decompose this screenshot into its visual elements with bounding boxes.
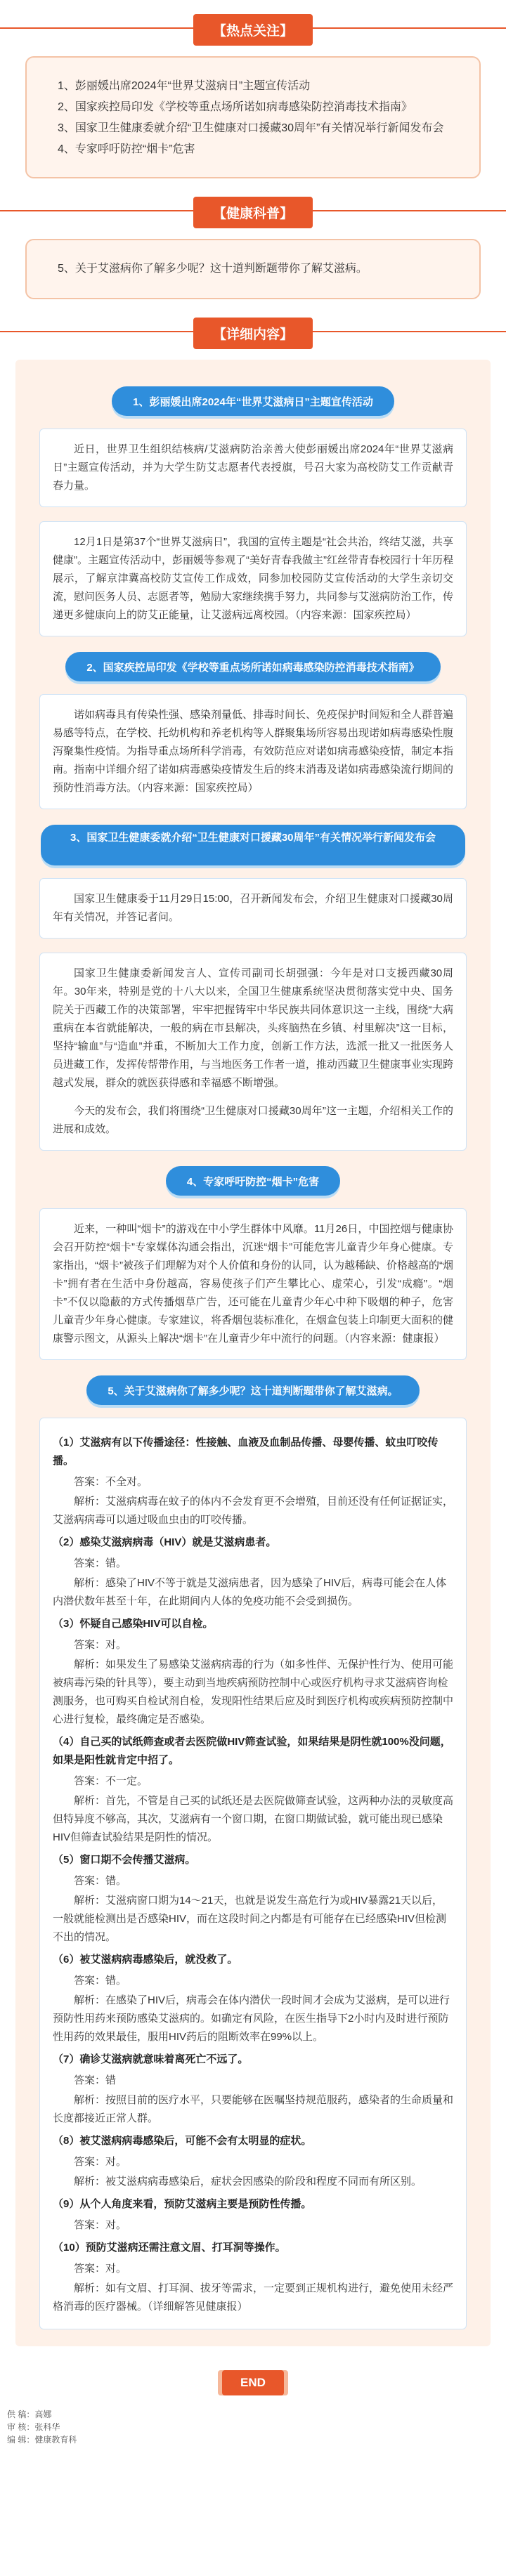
article-4-header <box>15 1166 491 1196</box>
article-2-body <box>39 694 467 809</box>
hot-item-3: 3、国家卫生健康委就介绍“卫生健康对口援藏30周年”有关情况举行新闻发布会 <box>58 122 444 134</box>
quiz-explanation: 解析：感染了HIV不等于就是艾滋病患者，因为感染了HIV后，病毒可能会在人体内潜伏数年甚至十年，在此期间内人体的免疫功能不会受到损伤。 <box>53 1577 447 1607</box>
hot-item-1: 1、彭丽媛出席2024年“世界艾滋病日”主题宣传活动 <box>58 80 311 92</box>
quiz-explanation: 解析：按照目前的医疗水平，只要能够在医嘱坚持规范服药，感染者的生命质量和长度都接近正常人群。 <box>53 2094 454 2124</box>
hot-section-title: 【热点关注】 <box>193 14 313 46</box>
article-1-paragraph: 12月1日是第37个“世界艾滋病日”，我国的宣传主题是“社会共治，终结艾滋，共享健康”。主题宣传活动中，彭丽媛等参观了“美好青春我做主”红丝带青春校园行十年历程展示，了解京津冀高校防艾宣传工作成效，同参加校园防艾宣传活动的大学生亲切交流，慰问医务人员、志愿者等，勉励大家继续携手努力，共同参与艾滋病防治工作，传递更多健康向上的防艾正能量，让艾滋病远离校园。（内容来源：国家疾控局） <box>53 536 454 621</box>
quiz-question: （3）怀疑自己感染HIV可以自检。 <box>53 1618 214 1630</box>
credit-editor: 编 辑：健康教育科 <box>7 2435 77 2445</box>
article-3-paragraph: 国家卫生健康委于11月29日15:00，召开新闻发布会，介绍卫生健康对口援藏30周年有关情况，并答记者问。 <box>53 893 453 923</box>
quiz-answer: 答案：不一定。 <box>74 1775 148 1787</box>
quiz-question: （2）感染艾滋病病毒（HIV）就是艾滋病患者。 <box>53 1536 277 1548</box>
quiz-answer: 答案：对。 <box>74 2219 127 2231</box>
article-4-title: 4、专家呼吁防控“烟卡”危害 <box>166 1166 340 1196</box>
quiz-question: （7）确诊艾滋病就意味着离死亡不远了。 <box>53 2053 249 2065</box>
quiz-answer: 答案：错。 <box>74 1557 127 1569</box>
article-2-header <box>15 652 491 681</box>
hot-item-4: 4、专家呼吁防控“烟卡”危害 <box>58 143 195 155</box>
quiz-explanation: 解析：如果发生了易感染艾滋病病毒的行为（如多性伴、无保护性行为、使用可能被病毒污染的针具等），要主动到当地疾病预防控制中心或医疗机构寻求艾滋病咨询检测服务，也可购买自检试剂自检，发现阳性结果后应及时到医疗机构或疾病预防控制中心进行复检，最终确定是否感染。 <box>53 1659 454 1725</box>
knowledge-item-5: 5、关于艾滋病你了解多少呢？这十道判断题带你了解艾滋病。 <box>58 263 368 275</box>
quiz-explanation: 解析：艾滋病窗口期为14～21天，也就是说发生高危行为或HIV暴露21天以后，一般就能检测出是否感染HIV，而在这段时间之内都是有可能存在已经感染HIV但检测不出的情况。 <box>53 1895 447 1943</box>
end-marker <box>0 2370 506 2395</box>
detail-section-header <box>0 303 506 360</box>
hot-item-2: 2、国家疾控局印发《学校等重点场所诺如病毒感染防控消毒技术指南》 <box>58 101 413 113</box>
knowledge-list <box>25 239 481 299</box>
quiz-question: （1）艾滋病有以下传播途径：性接触、血液及血制品传播、母婴传播、蚊虫叮咬传播。 <box>53 1437 439 1467</box>
quiz <box>39 1418 467 2329</box>
quiz-explanation: 解析：如有文眉、打耳洞、拔牙等需求，一定要到正规机构进行，避免使用未经严格消毒的医疗器械。（详细解答见健康报） <box>53 2282 454 2313</box>
article-2-title: 2、国家疾控局印发《学校等重点场所诺如病毒感染防控消毒技术指南》 <box>65 652 440 681</box>
credit-author: 供 稿：高娜 <box>7 2410 52 2419</box>
quiz-question: （6）被艾滋病病毒感染后，就没救了。 <box>53 1954 238 1966</box>
quiz-answer: 答案：对。 <box>74 2263 127 2275</box>
article-3-title: 3、国家卫生健康委就介绍“卫生健康对口援藏30周年”有关情况举行新闻发布会 <box>41 825 465 865</box>
article-3-body-2 <box>39 953 467 1151</box>
article-4-body <box>39 1208 467 1360</box>
article-5-title: 5、关于艾滋病你了解多少呢？这十道判断题带你了解艾滋病。 <box>86 1375 419 1405</box>
quiz-answer: 答案：错。 <box>74 1875 127 1887</box>
article-1-paragraph: 近日，世界卫生组织结核病/艾滋病防治亲善大使彭丽媛出席2024年“世界艾滋病日”主题宣传活动，并为大学生防艾志愿者代表授旗，号召大家为高校防艾工作贡献青春力量。 <box>53 443 453 492</box>
article-3-body <box>39 878 467 939</box>
article-3-header <box>15 825 491 865</box>
article-1-body-2 <box>39 521 467 636</box>
credit-reviewer: 审 核：张科华 <box>7 2422 60 2432</box>
article-5-header <box>15 1375 491 1405</box>
quiz-explanation: 解析：被艾滋病病毒感染后，症状会因感染的阶段和程度不同而有所区别。 <box>74 2176 422 2188</box>
quiz-explanation: 解析：艾滋病病毒在蚊子的体内不会发育更不会增殖，目前还没有任何证据证实，艾滋病病毒可以通过吸血虫由的叮咬传播。 <box>53 1496 454 1526</box>
quiz-question: （10）预防艾滋病还需注意文眉、打耳洞等操作。 <box>53 2242 286 2254</box>
end-label: END <box>222 2370 284 2395</box>
hot-section-header <box>0 0 506 56</box>
knowledge-section-header <box>0 183 506 239</box>
article-1-header <box>15 386 491 416</box>
quiz-explanation: 解析：在感染了HIV后，病毒会在体内潜伏一段时间才会成为艾滋病，是可以进行预防性用药来预防感染艾滋病的。如确定有风险，在医生指导下2小时内及时进行预防性用药的效果最佳，服用HIV药后的阻断效率在99%以上。 <box>53 1994 450 2043</box>
quiz-question: （9）从个人角度来看，预防艾滋病主要是预防性传播。 <box>53 2198 312 2210</box>
detail-content <box>15 360 491 2346</box>
quiz-answer: 答案：对。 <box>74 2156 127 2168</box>
quiz-question: （4）自己买的试纸筛查或者去医院做HIV筛查试验，如果结果是阴性就100%没问题，如果是阳性就肯定中招了。 <box>53 1736 451 1766</box>
quiz-answer: 答案：对。 <box>74 1639 127 1651</box>
article-1-body <box>39 429 467 507</box>
quiz-answer: 答案：错 <box>74 2074 117 2086</box>
quiz-question: （8）被艾滋病病毒感染后，可能不会有太明显的症状。 <box>53 2135 312 2147</box>
quiz-answer: 答案：不全对。 <box>74 1476 148 1488</box>
credits <box>0 2408 506 2446</box>
quiz-explanation: 解析：首先，不管是自己买的试纸还是去医院做筛查试验，这两种办法的灵敏度高但特异度不够高，其次，艾滋病有一个窗口期，在窗口期做试验，就可能出现已感染HIV但筛查试验结果是阴性的情况。 <box>53 1795 454 1843</box>
quiz-answer: 答案：错。 <box>74 1975 127 1987</box>
knowledge-section-title: 【健康科普】 <box>193 197 313 228</box>
article-3-paragraph: 今天的发布会，我们将围绕“卫生健康对口援藏30周年”这一主题，介绍相关工作的进展和成效。 <box>53 1105 453 1135</box>
article-4-paragraph: 近来，一种叫“烟卡”的游戏在中小学生群体中风靡。11月26日，中国控烟与健康协会召开防控“烟卡”专家媒体沟通会指出，沉迷“烟卡”可能危害儿童青少年身心健康。专家指出，“烟卡”被孩子们理解为对个人价值和身份的认同，认为越稀缺、价格越高的“烟卡”拥有者在生活中身份越高，容易使孩子们产生攀比心、虚荣心，引发“成瘾”。“烟卡”不仅以隐蔽的方式传播烟草广告，还可能在儿童青少年心中种下吸烟的种子，危害儿童青少年身心健康。专家建议，将香烟包装标准化，在烟盒包装上印制更大面积的健康警示图文，从源头上解决“烟卡”在儿童青少年中流行的问题。（内容来源：健康报） <box>53 1223 454 1345</box>
article-3-paragraph: 国家卫生健康委新闻发言人、宣传司副司长胡强强：今年是对口支援西藏30周年。30年来，特别是党的十八大以来，全国卫生健康系统坚决贯彻落实党中央、国务院关于西藏工作的决策部署，牢牢把握铸牢中华民族共同体意识这一主线，围绕“大病重病在本省就能解决，一般的病在市县解决，头疼脑热在乡镇、村里解决”这一目标，坚持“输血”与“造血”并重，不断加大工作力度，创新工作方法，选派一批又一批医务人员进藏工作，发挥传帮带作用，与当地医务工作者一道，推动西藏卫生健康事业实现跨越式发展，群众的就医获得感和幸福感不断增强。 <box>53 967 454 1089</box>
quiz-question: （5）窗口期不会传播艾滋病。 <box>53 1854 196 1866</box>
article-2-paragraph: 诺如病毒具有传染性强、感染剂量低、排毒时间长、免疫保护时间短和全人群普遍易感等特点，在学校、托幼机构和养老机构等人群聚集场所容易出现诺如病毒感染性腹泻聚集性疫情。为指导重点场所科学消毒，有效防范应对诺如病毒感染疫情，制定本指南。指南中详细介绍了诺如病毒感染疫情发生后的终末消毒及诺如病毒感染流行期间的预防性消毒方法。（内容来源：国家疾控局） <box>53 709 454 794</box>
detail-section-title: 【详细内容】 <box>193 318 313 349</box>
article-1-title: 1、彭丽媛出席2024年“世界艾滋病日”主题宣传活动 <box>112 386 394 416</box>
hot-list <box>25 56 481 178</box>
